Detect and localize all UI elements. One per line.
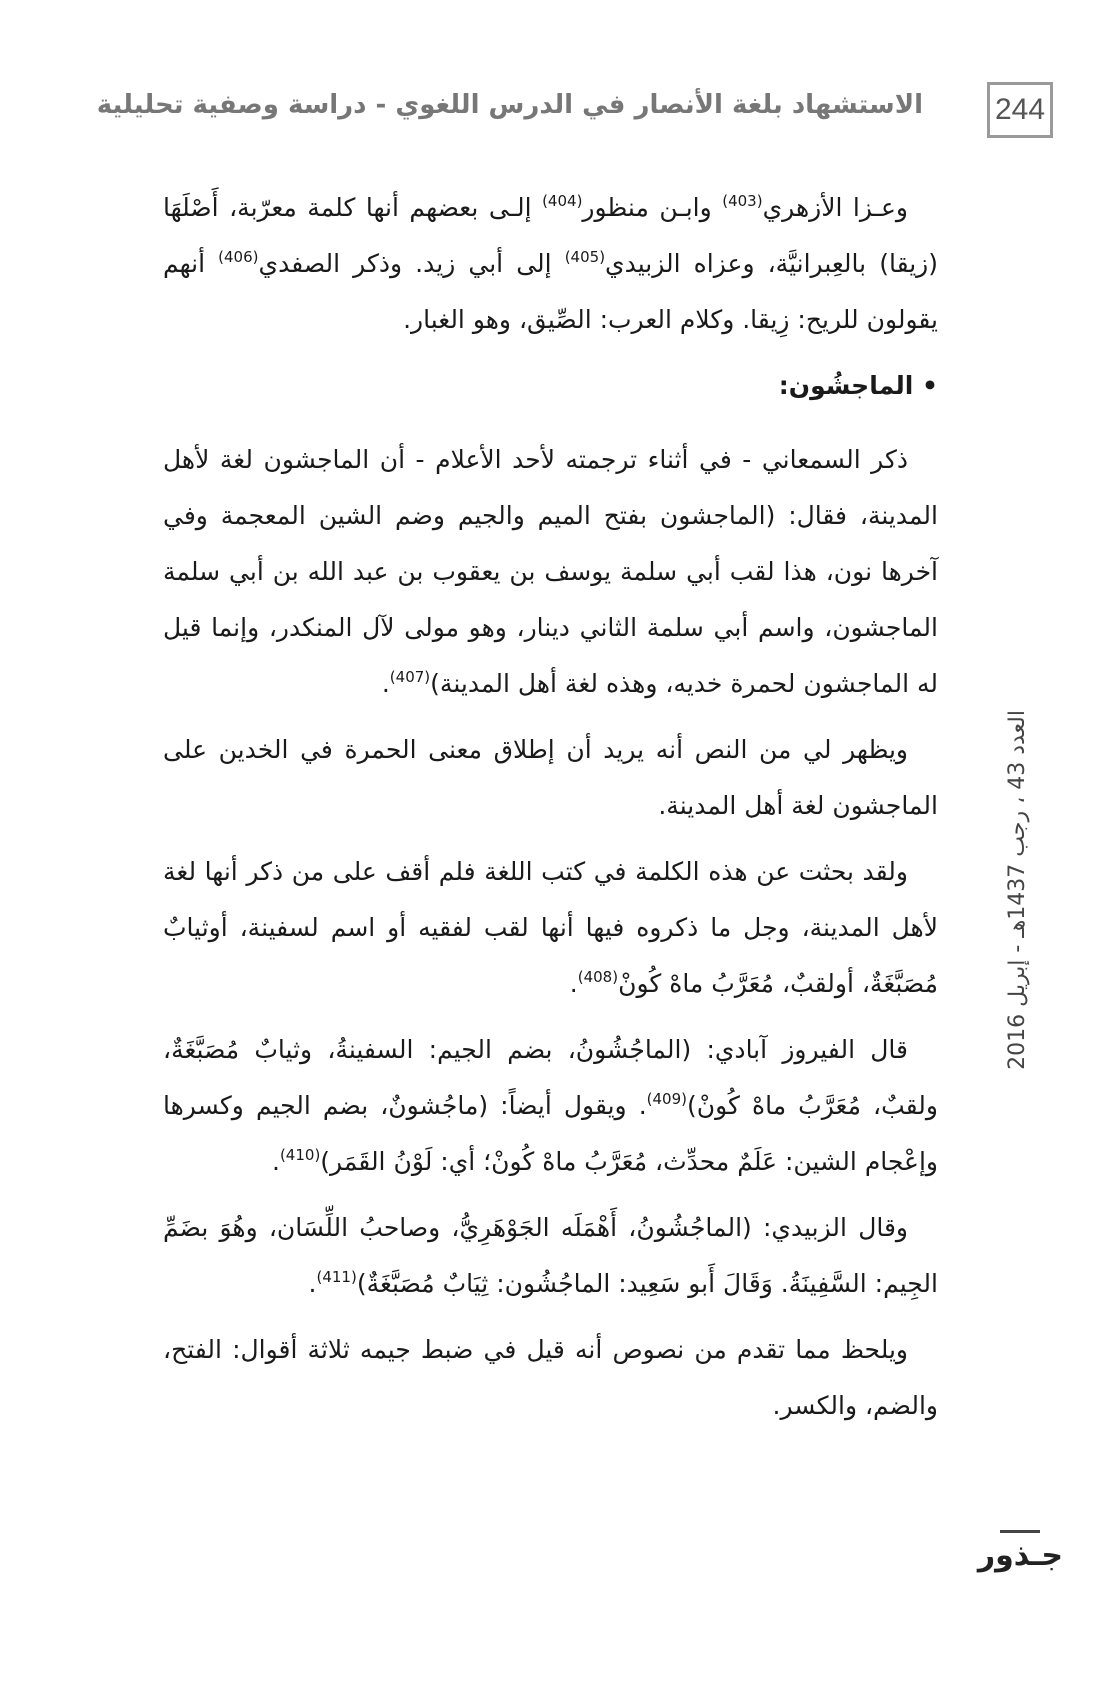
footnote-ref[interactable]: (405) bbox=[564, 248, 606, 266]
section-heading: • الماجشُون: bbox=[778, 371, 938, 400]
logo-divider bbox=[1000, 1530, 1040, 1533]
running-header-title: الاستشهاد بلغة الأنصار في الدرس اللغوي - دراسة وصفية تحليلية bbox=[96, 90, 923, 120]
footnote-ref[interactable]: (403) bbox=[722, 192, 763, 210]
page-number-text: 244 bbox=[994, 93, 1046, 126]
journal-logo: جـذور bbox=[977, 1538, 1063, 1573]
footnote-ref[interactable]: (411) bbox=[316, 1268, 357, 1286]
paragraph-1: وعـزا الأزهري$^{(403)}$ وابـن منظور$^{(404)}$ إلـى بعضهم أنها كلمة معرّبة، أَصْلَهَا (زيقا) بالعِبرانيَّة، وعزاه الزبيدي$^{(405)}$ إلى أبي زيد. وذكر الصفدي$^{(406)}$ أنهم يقولون للريح: زِيقا. وكلام العرب: الصِّيق، وهو الغبار. bbox=[163, 192, 938, 334]
paragraph-5: قال الفيروز آبادي: (الماجُشُونُ، بضم الجيم: السفينةُ، وثيابٌ مُصَبَّغَةٌ، ولقبٌ، مُعَرَّبُ ماهْ كُونْ)$^{(409)}$. ويقول أيضاً: (ماجُشونٌ، بضم الجيم وكسرها وإعْجام الشين: عَلَمٌ محدِّث، مُعَرَّبُ ماهْ كُونْ؛ أي: لَوْنُ القَمَر)$^{(410)}$. bbox=[163, 1035, 938, 1176]
footnote-ref[interactable]: (409) bbox=[646, 1090, 687, 1108]
footnote-ref[interactable]: (407) bbox=[389, 668, 431, 686]
paragraph-2: ذكر السمعاني - في أثناء ترجمته لأحد الأعلام - أن الماجشون لغة لأهل المدينة، فقال: (الماجشون بفتح الميم والجيم وضم الشين المعجمة وفي آخرها نون، هذا لقب أبي سلمة يوسف بن يعقوب بن عبد الله بن أبي سلمة الماجشون، واسم أبي سلمة الثاني دينار، وهو مولى لآل المنكدر، وإنما قيل له الماجشون لحمرة خديه، وهذه لغة أهل المدينة)$^{(407)}$. bbox=[163, 445, 938, 698]
paragraph-4: ولقد بحثت عن هذه الكلمة في كتب اللغة فلم أقف على من ذكر أنها لغة لأهل المدينة، وجل ما ذكروه فيها أنها لقب لفقيه أو اسم لسفينة، أوثيابٌ مُصَبَّغَةٌ، أولقبٌ، مُعَرَّبُ ماهْ كُونْ$^{(408)}$. bbox=[163, 857, 938, 998]
issue-info: العدد 43 ، رجب 1437هـ - إبريل 2016 bbox=[1005, 710, 1030, 1070]
page-number bbox=[987, 82, 1053, 138]
footnote-ref[interactable]: (404) bbox=[542, 192, 583, 210]
paragraph-3: ويظهر لي من النص أنه يريد أن إطلاق معنى الحمرة في الخدين على الماجشون لغة أهل المدينة. bbox=[163, 735, 938, 820]
paragraph-7: ويلحظ مما تقدم من نصوص أنه قيل في ضبط جيمه ثلاثة أقوال: الفتح، والضم، والكسر. bbox=[163, 1335, 938, 1420]
article-body bbox=[163, 180, 938, 1444]
footnote-ref[interactable]: (410) bbox=[279, 1146, 321, 1164]
footnote-ref[interactable]: (406) bbox=[218, 248, 259, 266]
footnote-ref[interactable]: (408) bbox=[577, 968, 619, 986]
paragraph-6: وقال الزبيدي: (الماجُشُونُ، أَهْمَلَه الجَوْهَرِيُّ، وصاحبُ اللِّسَان، وهُوَ بضَمِّ الجِيم: السَّفِينَةُ. وَقَالَ أَبو سَعِيد: الماجُشُون: ثِيَابٌ مُصَبَّغَةٌ)$^{(411)}$. bbox=[163, 1213, 938, 1298]
